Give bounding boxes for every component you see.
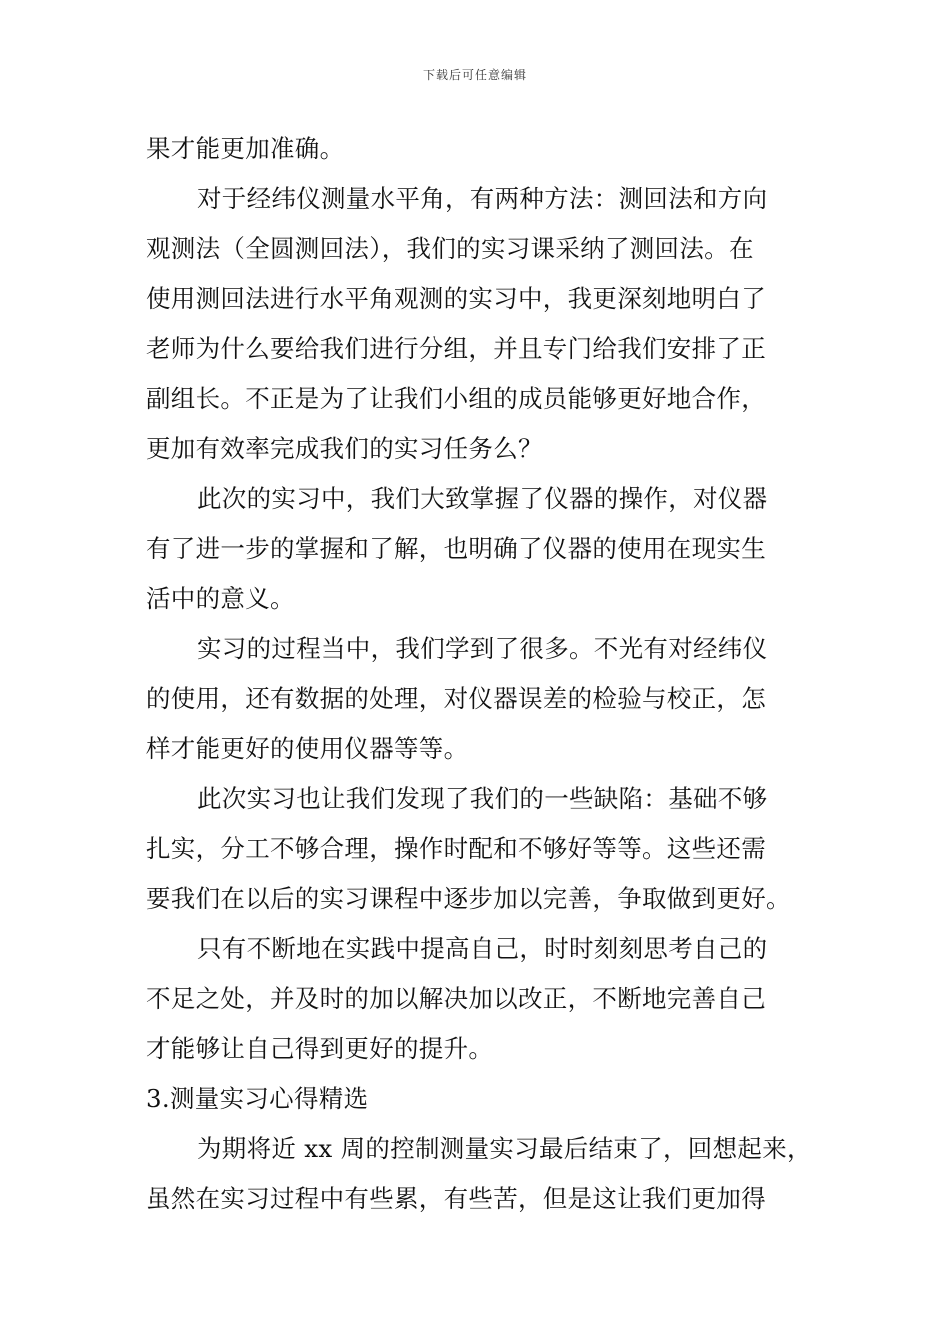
text-line: 使用测回法进行水平角观测的实习中，我更深刻地明白了 [146, 284, 766, 313]
text-line: 此次实习也让我们发现了我们的一些缺陷：基础不够 [197, 784, 768, 813]
text-line: 活中的意义。 [146, 584, 295, 613]
text-line: 样才能更好的使用仪器等等。 [146, 734, 469, 763]
page-header: 下载后可任意编辑 [422, 68, 527, 82]
text-line: 扎实，分工不够合理，操作时配和不够好等等。这些还需 [146, 834, 766, 863]
text-line: 虽然在实习过程中有些累，有些苦，但是这让我们更加得 [146, 1184, 766, 1213]
text-line: 对于经纬仪测量水平角，有两种方法：测回法和方向 [197, 184, 768, 213]
text-line: 为期将近 xx 周的控制测量实习最后结束了，回想起来， [197, 1134, 812, 1163]
text-line: 才能够让自己得到更好的提升。 [146, 1034, 494, 1063]
text-line: 要我们在以后的实习课程中逐步加以完善，争取做到更好。 [146, 884, 791, 913]
text-line: 只有不断地在实践中提高自己，时时刻刻思考自己的 [197, 934, 768, 963]
text-line: 有了进一步的掌握和了解，也明确了仪器的使用在现实生 [146, 534, 766, 563]
section-heading: 3.测量实习心得精选 [146, 1084, 369, 1113]
text-line: 观测法（全圆测回法），我们的实习课采纳了测回法。在 [146, 234, 754, 263]
text-line: 的使用，还有数据的处理，对仪器误差的检验与校正，怎 [146, 684, 766, 713]
document-body [146, 124, 810, 1224]
text-line: 此次的实习中，我们大致掌握了仪器的操作，对仪器 [197, 484, 768, 513]
text-line: 不足之处，并及时的加以解决加以改正，不断地完善自己 [146, 984, 766, 1013]
text-line: 实习的过程当中，我们学到了很多。不光有对经纬仪 [197, 634, 768, 663]
text-line: 更加有效率完成我们的实习任务么？ [146, 434, 543, 463]
text-line: 老师为什么要给我们进行分组，并且专门给我们安排了正 [146, 334, 766, 363]
text-line: 副组长。不正是为了让我们小组的成员能够更好地合作， [146, 384, 766, 413]
text-line: 果才能更加准确。 [146, 134, 345, 163]
